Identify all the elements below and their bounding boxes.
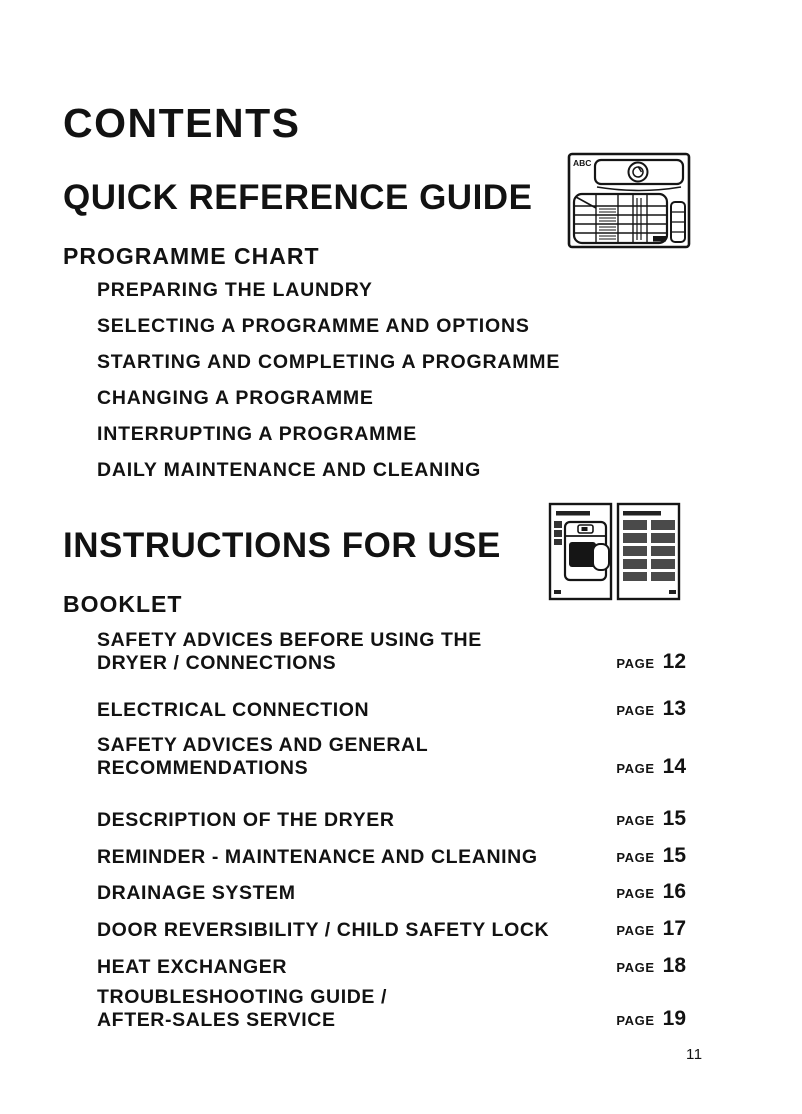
quick-reference-guide-heading: QUICK REFERENCE GUIDE <box>63 178 533 217</box>
toc-item: DAILY MAINTENANCE AND CLEANING <box>97 459 482 481</box>
page-reference: PAGE 13 <box>616 697 686 720</box>
page-reference: PAGE 17 <box>616 917 686 940</box>
booklet-heading: BOOKLET <box>63 591 183 617</box>
icon-abc-label: ABC <box>573 158 592 168</box>
toc-entry-label: HEAT EXCHANGER <box>97 956 288 978</box>
toc-entry <box>97 734 686 780</box>
page-number: 11 <box>686 1046 703 1063</box>
toc-entry-label: SAFETY ADVICES AND GENERAL RECOMMENDATIONS <box>97 734 429 779</box>
toc-entry <box>97 629 686 675</box>
booklet-toc <box>97 629 686 1049</box>
page-reference: PAGE 14 <box>616 755 686 778</box>
toc-item: CHANGING A PROGRAMME <box>97 387 374 409</box>
page-reference: PAGE 15 <box>616 807 686 830</box>
toc-entry <box>97 917 686 942</box>
toc-item: SELECTING A PROGRAMME AND OPTIONS <box>97 315 530 337</box>
toc-entry <box>97 697 686 722</box>
page-reference: PAGE 12 <box>616 650 686 673</box>
toc-entry-label: ELECTRICAL CONNECTION <box>97 699 370 721</box>
toc-entry <box>97 807 686 832</box>
toc-entry <box>97 880 686 905</box>
toc-item: PREPARING THE LAUNDRY <box>97 279 373 301</box>
toc-entry <box>97 954 686 979</box>
programme-chart-icon <box>567 152 691 249</box>
toc-entry-label: REMINDER - MAINTENANCE AND CLEANING <box>97 846 538 868</box>
toc-item: INTERRUPTING A PROGRAMME <box>97 423 418 445</box>
page-title: CONTENTS <box>63 100 301 146</box>
toc-item: STARTING AND COMPLETING A PROGRAMME <box>97 351 561 373</box>
toc-entry-label: DRAINAGE SYSTEM <box>97 882 296 904</box>
toc-entry <box>97 986 686 1032</box>
page-reference: PAGE 18 <box>616 954 686 977</box>
toc-entry-label: SAFETY ADVICES BEFORE USING THE DRYER / CONNECTIONS <box>97 629 482 674</box>
page-reference: PAGE 19 <box>616 1007 686 1030</box>
programme-chart-heading: PROGRAMME CHART <box>63 243 320 269</box>
page-reference: PAGE 15 <box>616 844 686 867</box>
toc-entry-label: DESCRIPTION OF THE DRYER <box>97 809 395 831</box>
booklet-icon <box>548 502 682 602</box>
page-reference: PAGE 16 <box>616 880 686 903</box>
quick-reference-list <box>97 272 560 488</box>
toc-entry-label: TROUBLESHOOTING GUIDE / AFTER-SALES SERVICE <box>97 986 388 1031</box>
instructions-for-use-heading: INSTRUCTIONS FOR USE <box>63 526 501 565</box>
toc-entry-label: DOOR REVERSIBILITY / CHILD SAFETY LOCK <box>97 919 550 941</box>
toc-entry <box>97 844 686 869</box>
